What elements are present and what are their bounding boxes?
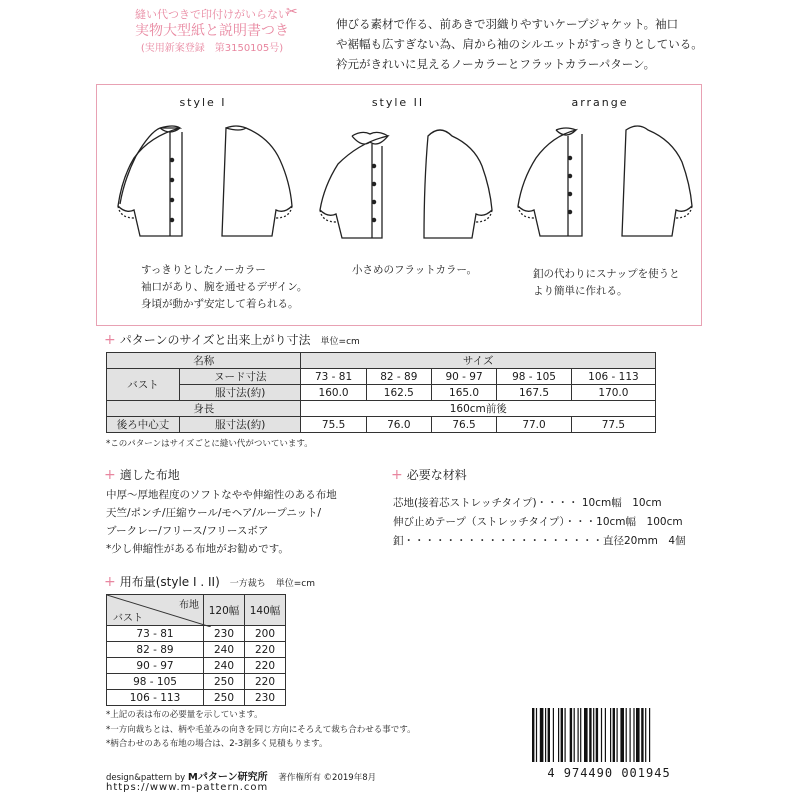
table-cell: 82 - 89	[107, 642, 204, 658]
table-cell: 90 - 97	[107, 658, 204, 674]
table-cell: 160.0	[301, 385, 366, 401]
table-cell: 106 - 113	[571, 369, 655, 385]
table-cell: 140幅	[245, 595, 286, 626]
yardage-table	[106, 594, 286, 706]
credit-line: design&pattern by Mパターン研究所 著作権所有 ©2019年8月	[106, 772, 377, 783]
table-row	[107, 401, 656, 417]
table-cell: 220	[245, 674, 286, 690]
table-cell: 120幅	[204, 595, 245, 626]
style1-illustration	[112, 118, 298, 248]
fabric-list: 中厚〜厚地程度のソフトなやや伸縮性のある布地 天竺/ポンチ/圧縮ウール/モヘア/ループニット/ ブークレー/フリース/フリースボア *少し伸縮性がある布地がお勧めです。	[106, 489, 337, 555]
tagline-line3: (実用新案登録 第3150105号)	[140, 43, 284, 54]
style1-description: すっきりとしたノーカラー 袖口があり、腕を通せるデザイン。 身頃が動かず安定して着られる。	[141, 264, 308, 310]
table-corner-cell: 布地 バスト	[107, 595, 204, 626]
plus-icon: +	[391, 467, 403, 483]
yardage-section-title: + 用布量(style I . II) 一方裁ち 単位=cm	[104, 574, 316, 590]
table-row	[107, 626, 286, 642]
intro-text: 伸びる素材で作る、前あきで羽織りやすいケープジャケット。袖口 や裾幅も広すぎない為、肩から袖のシルエットがすっきりとしている。 衿元がきれいに見えるノーカラーとフラットカラーパターン。	[336, 17, 703, 71]
style2-illustration	[312, 122, 498, 252]
style1-title: style I	[179, 96, 227, 109]
table-cell: 250	[204, 690, 245, 706]
plus-icon: +	[104, 574, 116, 590]
table-cell: 73 - 81	[301, 369, 366, 385]
table-cell: 77.5	[571, 417, 655, 433]
table-cell: ヌード寸法	[180, 369, 301, 385]
table-row	[107, 674, 286, 690]
table-row	[107, 595, 286, 626]
table-cell: 98 - 105	[497, 369, 572, 385]
table-cell: 服寸法(約)	[180, 417, 301, 433]
table-cell: 230	[204, 626, 245, 642]
style2-description: 小さめのフラットカラー。	[352, 264, 478, 276]
table-cell: 身長	[107, 401, 301, 417]
table-row	[107, 353, 656, 369]
table-cell: 90 - 97	[431, 369, 496, 385]
tagline-line2: 実物大型紙と説明書つき	[135, 23, 289, 39]
table-cell: 76.0	[366, 417, 431, 433]
table-cell: 220	[245, 658, 286, 674]
table-cell: 220	[245, 642, 286, 658]
table-cell: 250	[204, 674, 245, 690]
plus-icon: +	[104, 467, 116, 483]
arrange-description: 釦の代わりにスナップを使うと より簡単に作れる。	[533, 268, 680, 297]
arrange-title: arrange	[571, 96, 629, 109]
table-row	[107, 385, 656, 401]
table-cell: 名称	[107, 353, 301, 369]
table-row	[107, 690, 286, 706]
size-table-note: *このパターンはサイズごとに縫い代がついています。	[106, 439, 313, 449]
size-table	[106, 352, 656, 433]
plus-icon: +	[104, 332, 116, 348]
barcode	[530, 708, 688, 762]
table-cell: 240	[204, 642, 245, 658]
table-cell: 165.0	[431, 385, 496, 401]
table-row	[107, 417, 656, 433]
table-cell: 73 - 81	[107, 626, 204, 642]
arrange-illustration	[512, 118, 698, 248]
fabric-section-title: + 適した布地	[104, 467, 180, 483]
tagline-line1: 縫い代つきで印付けがいらない	[135, 8, 289, 21]
table-cell: 160cm前後	[301, 401, 656, 417]
table-cell: 170.0	[571, 385, 655, 401]
table-cell: 75.5	[301, 417, 366, 433]
yardage-notes: *上記の表は布の必要量を示しています。 *一方向裁ちとは、柄や毛並みの向きを同じ方向にそろえて裁ち合わせる事です。 *柄合わせのある布地の場合は、2-3割多く見積もります。	[106, 710, 416, 749]
table-cell: 167.5	[497, 385, 572, 401]
size-section-title: + パターンのサイズと出来上がり寸法 単位=cm	[104, 332, 360, 348]
table-cell: 後ろ中心丈	[107, 417, 180, 433]
table-cell: 240	[204, 658, 245, 674]
materials-list: 芯地(接着芯ストレッチタイプ)・・・・ 10cm幅 10cm 伸び止めテープ（ストレッチタイプ）・・・10cm幅 100cm 釦・・・・・・・・・・・・・・・・・・・直径20mm 4個	[393, 497, 686, 547]
table-cell: 77.0	[497, 417, 572, 433]
table-cell: 98 - 105	[107, 674, 204, 690]
table-row	[107, 658, 286, 674]
table-cell: サイズ	[301, 353, 656, 369]
tagline	[112, 7, 312, 56]
table-row	[107, 642, 286, 658]
barcode-number: 4 974490 001945	[547, 766, 671, 780]
table-cell: 106 - 113	[107, 690, 204, 706]
table-cell: 服寸法(約)	[180, 385, 301, 401]
style2-title: style II	[371, 96, 425, 109]
table-cell: 200	[245, 626, 286, 642]
table-cell: 76.5	[431, 417, 496, 433]
table-cell: 162.5	[366, 385, 431, 401]
scissors-icon: ✂	[286, 4, 298, 20]
website-url[interactable]: https://www.m-pattern.com	[106, 782, 269, 793]
table-cell: バスト	[107, 369, 180, 401]
table-row	[107, 369, 656, 385]
table-cell: 82 - 89	[366, 369, 431, 385]
materials-section-title: + 必要な材料	[391, 467, 467, 483]
table-cell: 230	[245, 690, 286, 706]
